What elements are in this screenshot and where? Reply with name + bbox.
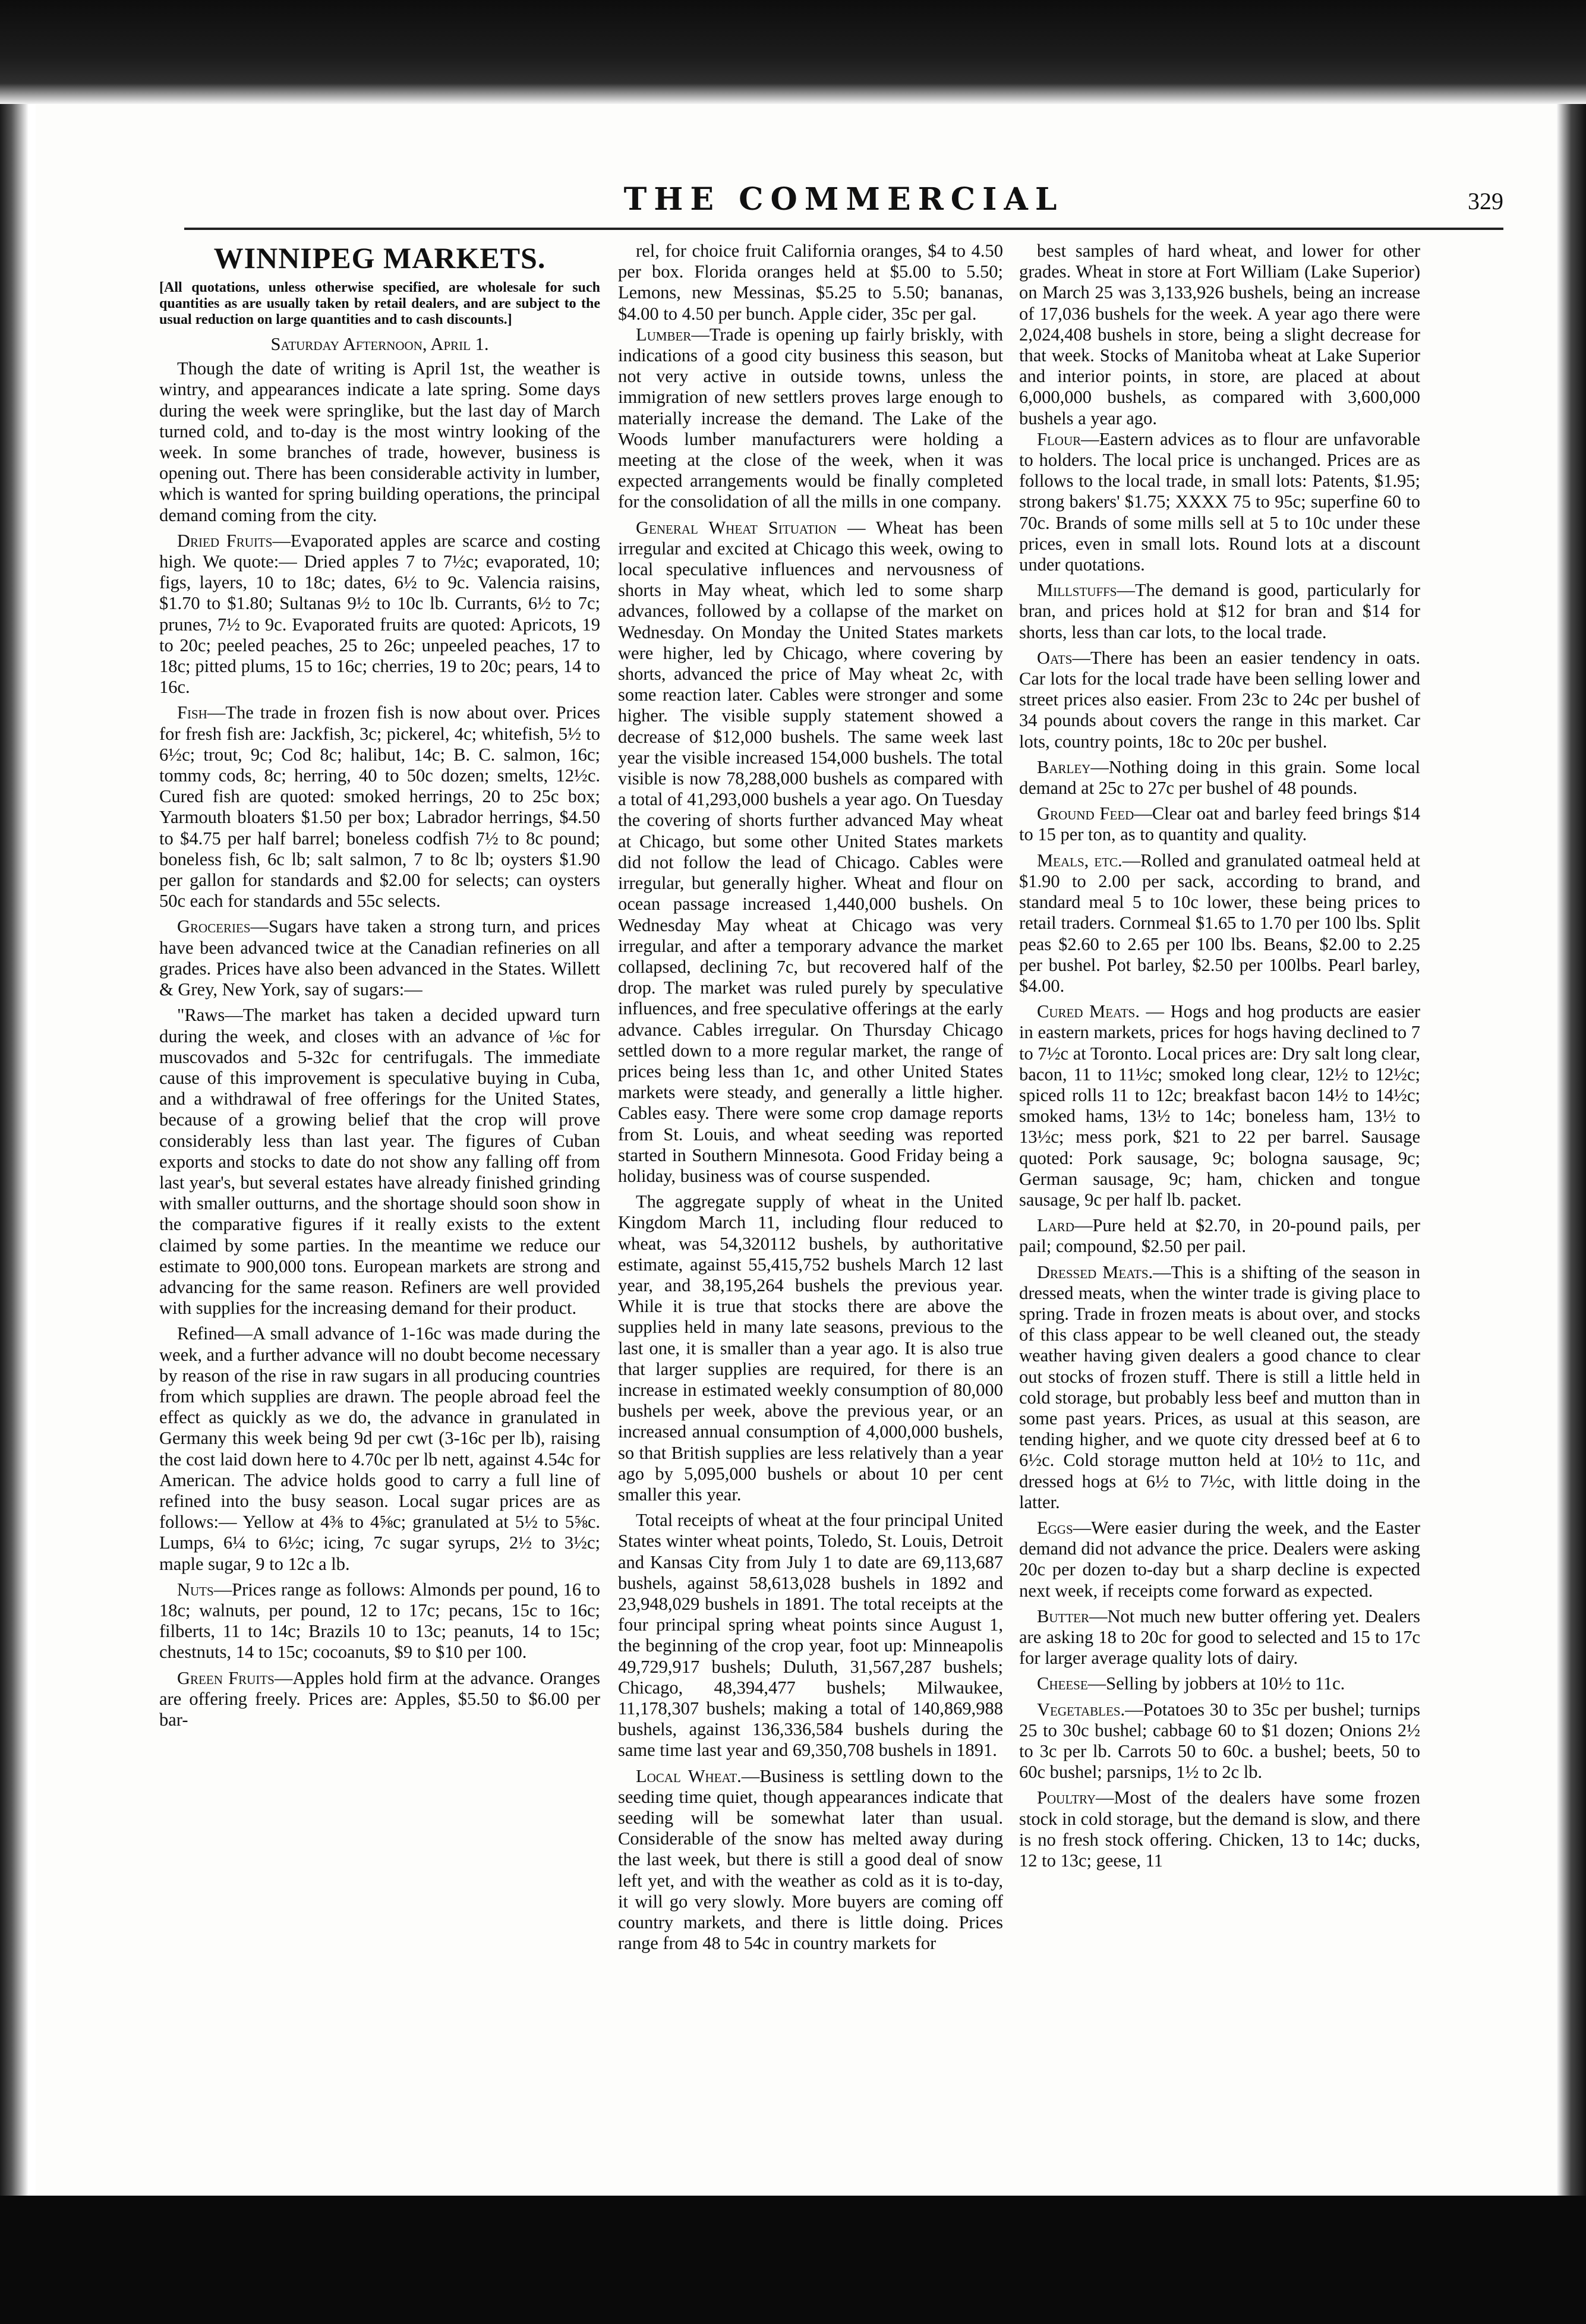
page-number: 329 [1468, 188, 1503, 215]
paragraph-text: — Wheat has been irregular and excited at Chicago this week, owing to local speculative influences and nervousness of shorts in May wheat, which led to some sharp advances, followed by a collapse of the market on Wednesday. On Monday the United States markets were higher, led by Chicago, where covering by shorts, advanced the price of May wheat 2c, with some reaction later. Cables were stronger and some higher. The visible supply statement showed a decrease of $12,000 bushels. The same week last year the visible increased 154,000 bushels. The total visible is now 78,288,000 bushels as compared with a total of 41,293,000 bushels a year ago. On Tuesday the covering of shorts further advanced May wheat at Chicago, but some other United States markets did not follow the lead of Chicago. Cables were irregular, but generally higher. Wheat and flour on ocean passage increased 1,440,000 bushels. On Wednesday May wheat at Chicago was very irregular, and after a temporary advance the market collapsed, declining 7c, but recovered half of the drop. The market was ruled purely by speculative influences, and free speculative offerings at the early advance. Cables irregular. On Thursday Chicago settled down to a more regular market, the range of prices being less than 1c, and other United States markets were steady, and generally a little higher. Cables easy. There were some crop damage reports from St. Louis, and wheat seeding was reported started in Southern Minnesota. Good Friday being a holiday, business was of course suspended. [618, 517, 1003, 1186]
paragraph [618, 518, 1003, 1187]
paragraph-heading: Ground Feed [1037, 803, 1134, 824]
paragraph [1019, 1673, 1420, 1694]
paragraph-heading: Flour [1037, 428, 1081, 449]
paragraph-heading: Eggs [1037, 1517, 1073, 1538]
paragraph-text: —Pure held at $2.70, in 20-pound pails, per pail; compound, $2.50 per pail. [1019, 1215, 1420, 1257]
paragraph-heading: Fish [177, 702, 207, 723]
paragraph-heading: Poultry [1037, 1787, 1096, 1808]
paragraph-text: —Prices range as follows: Almonds per pound, 16 to 18c; walnuts, per pound, 12 to 17c; pecans, 15c to 16c; filberts, 11 to 14c; Brazils 10 to 13c; peanuts, 14 to 15c; chestnuts, 14 to 15c; cocoanuts, $9 to $10 per 100. [159, 1579, 600, 1663]
header-rule [184, 228, 1503, 230]
scan-top-border [0, 0, 1586, 104]
paragraph [1019, 757, 1420, 799]
paragraph [159, 916, 600, 1000]
article-body [618, 241, 1003, 1954]
paragraph [618, 1510, 1003, 1761]
paragraph [1019, 1262, 1420, 1513]
paragraph-text: —The trade in frozen fish is now about over. Prices for fresh fish are: Jackfish, 3c; pickerel, 4c; whitefish, 5½ to 6½c; trout, 9c; Cod 8c; halibut, 14c; B. C. salmon, 16c; tommy cods, 8c; herring, 40 to 50c dozen; smelts, 12½c. Cured fish are quoted: smoked herrings, 20 to 25c box; Yarmouth bloaters $1.50 per box; Labrador herrings, $4.50 to $4.75 per half barrel; boneless codfish 7½ to 8c pound; boneless fish, 6c lb; salt salmon, 7 to 8c lb; oysters $1.90 per gallon for standards and $2.00 for selects; can oysters 50c each for standards and 55c selects. [159, 702, 600, 912]
column-3 [1019, 241, 1420, 2178]
paragraph-text: .—Business is settling down to the seeding time quiet, though appearances indicate that seeding will be somewhat later than usual. Considerable of the snow has melted away during the last week, but there is still a good deal of snow left yet, and with the weather as cold as it is to-day, it will go very slowly. More buyers are coming off country markets, and there is little doing. Prices range from 48 to 54c in country markets for [618, 1765, 1003, 1954]
paragraph-heading: Barley [1037, 756, 1091, 777]
paragraph [159, 1005, 600, 1319]
paragraph [1019, 429, 1420, 575]
paragraph-heading: Vegetables [1037, 1699, 1121, 1720]
paragraph [618, 1191, 1003, 1505]
paragraph-text: —Sugars have taken a strong turn, and prices have been advanced twice at the Canadian refineries on all grades. Prices have also been advanced in the States. Willett & Grey, New York, say of sugars:— [159, 916, 600, 1000]
scan-right-edge [1556, 104, 1586, 2196]
scan-left-edge [0, 104, 29, 2196]
paragraph [1019, 850, 1420, 997]
masthead: THE COMMERCIAL [623, 181, 1064, 217]
paragraph-text: —Rolled and granulated oatmeal held at $1.90 to 2.00 per sack, according to brand, and standard meal 5 to 10c lower, these being prices to retail traders. Cornmeal $1.65 to 1.70 per 100 lbs. Split peas $2.60 to 2.65 per 100 lbs. Beans, $2.00 to 2.25 per bushel. Pot barley, $2.50 per 100lbs. Pearl barley, $4.00. [1019, 850, 1420, 996]
paragraph-heading: Local Wheat [636, 1765, 737, 1786]
paragraph-heading: Cheese [1037, 1673, 1088, 1694]
paragraph [159, 1323, 600, 1574]
dateline: Saturday Afternoon, April 1. [270, 334, 489, 354]
paragraph [159, 358, 600, 526]
paragraph-text: rel, for choice fruit California oranges, $4 to 4.50 per box. Florida oranges held at $5.00 to 5.50; Lemons, new Messinas, $5.25 to 5.50; bananas, $4.00 to 4.50 per bunch. Apple cider, 35c per gal. [618, 241, 1003, 324]
paragraph-text: —Most of the dealers have some frozen stock in cold storage, but the demand is slow, and there is no fresh stock offering. Chicken, 13 to 14c; ducks, 12 to 13c; geese, 11 [1019, 1787, 1420, 1871]
paragraph-heading: Dried Fruits [177, 530, 273, 551]
paragraph-heading: Dressed Meats [1037, 1262, 1149, 1282]
paragraph-text: .—Potatoes 30 to 35c per bushel; turnips 25 to 30c bushel; cabbage 60 to $1 dozen; Onions 2½ to 3c per lb. Carrots 50 to 60c. a bushel; beets, 50 to 60c bushel; parsnips, 1½ to 2c lb. [1019, 1699, 1420, 1783]
paragraph-heading: Butter [1037, 1606, 1089, 1626]
paragraph [1019, 1215, 1420, 1257]
paragraph-text: best samples of hard wheat, and lower for other grades. Wheat in store at Fort William (Lake Superior) on March 25 was 3,133,926 bushels, being an increase of 17,036 bushels for the week. A year ago there were 2,024,408 bushels in store, being a slight decrease for that week. Stocks of Manitoba wheat at Lake Superior and interior points, in store, are placed at about 6,000,000 bushels, as compared with 3,600,000 bushels a year ago. [1019, 241, 1420, 428]
paragraph [1019, 648, 1420, 752]
paragraph-heading: Millstuffs [1037, 580, 1117, 601]
paragraph [1019, 803, 1420, 845]
paragraph-text: —The demand is good, particularly for bran, and prices hold at $12 for bran and $14 for shorts, less than car lots, to the local trade. [1019, 580, 1420, 642]
paragraph [1019, 241, 1420, 429]
paragraph-text: —There has been an easier tendency in oats. Car lots for the local trade have been selling lower and street prices also easier. From 23c to 24c per bushel of 34 pounds about covers the range in this market. Car lots, country points, 18c to 20c per bushel. [1019, 647, 1420, 752]
paragraph-heading: Groceries [177, 916, 251, 937]
paragraph-text: —Not much new butter offering yet. Dealers are asking 18 to 20c for good to selected and 15 to 17c for larger average quality lots of dairy. [1019, 1606, 1420, 1669]
paragraph-text: —Trade is opening up fairly briskly, with indications of a good city business this season, but not very active in outside towns, unless the immigration of new settlers proves large enough to materially increase the demand. The Lake of the Woods lumber manufacturers were holding a meeting at the close of the week, when it was expected arrangements would be finally completed for the consolidation of all the mills in one company. [618, 324, 1003, 512]
paragraph-text: . — Hogs and hog products are easier in eastern markets, prices for hogs having declined to 7 to 7½c at Toronto. Local prices are: Dry salt long clear, bacon, 11 to 11½c; smoked long clear, 12½ to 12½c; spiced rolls 11 to 12c; breakfast bacon 14½ to 14½c; smoked hams, 13½ to 14c; boneless ham, 13½ to 13½c; mess pork, $21 to 22 per barrel. Sausage quoted: Pork sausage, 9c; bologna sausage, 9c; German sausage, 9c; ham, chicken and tongue sausage, 9c per half lb. packet. [1019, 1001, 1420, 1210]
section-title: WINNIPEG MARKETS. [213, 241, 546, 275]
paragraph [618, 324, 1003, 513]
paragraph [1019, 1699, 1420, 1783]
paragraph [618, 241, 1003, 324]
article-body [1019, 241, 1420, 1871]
scan-bottom-border [0, 2196, 1586, 2324]
page-header [184, 181, 1503, 229]
paragraph-heading: Lumber [636, 324, 692, 345]
paragraph [1019, 1606, 1420, 1669]
paragraph-heading: Green Fruits [177, 1667, 275, 1688]
article-body [159, 358, 600, 1730]
paragraph-text: Refined—A small advance of 1-16c was made during the week, and a further advance will no doubt become necessary by reason of the rise in raw sugars in all producing countries from which supplies are drawn. The people abroad feel the effect as quickly as we do, the advance in granulated in Germany this week being 9d per cwt (3-16c per lb), raising the cost laid down here to 4.70c per lb nett, against 4.54c for American. The advice holds good to carry a full line of refined into the busy season. Local sugar prices are as follows:— Yellow at 4⅜ to 4⅝c; granulated at 5½ to 5⅝c. Lumps, 6¼ to 6½c; icing, 7c sugar syrups, 2½ to 3½c; maple sugar, 9 to 12c a lb. [159, 1323, 600, 1574]
paragraph-text: —Evaporated apples are scarce and costing high. We quote:— Dried apples 7 to 7½c; evaporated, 10; figs, layers, 10 to 18c; dates, 6½ to 9c. Valencia raisins, $1.70 to $1.80; Sultanas 9½ to 10c lb. Currants, 6½ to 7c; prunes, 7½ to 9c. Evaporated fruits are quoted: Apricots, 19 to 20c; peeled peaches, 25 to 26c; unpeeled peaches, 17 to 18c; pitted plums, 15 to 16c; cherries, 19 to 20c; pears, 14 to 16c. [159, 530, 600, 698]
paragraph-text: Total receipts of wheat at the four principal United States winter wheat points, Toledo, St. Louis, Detroit and Kansas City from July 1 to date are 69,113,687 bushels, against 58,613,028 bushels in 1892 and 23,948,029 bushels in 1891. The total receipts at the four principal spring wheat points since August 1, the beginning of the crop year, foot up: Minneapolis 49,729,917 bushels; Duluth, 31,567,287 bushels; Chicago, 48,394,477 bushels; Milwaukee, 11,178,307 bushels; making a total of 140,869,988 bushels, against 136,336,584 bushels during the same time last year and 69,350,708 bushels in 1891. [618, 1510, 1003, 1761]
paragraph-heading: Cured Meats [1037, 1001, 1136, 1022]
paragraph-heading: Lard [1037, 1215, 1074, 1236]
column-1 [159, 241, 600, 2178]
paragraph [1019, 1518, 1420, 1601]
paragraph-heading: General Wheat Situation [636, 517, 837, 538]
column-2 [618, 241, 1003, 2178]
paragraph [1019, 1787, 1420, 1871]
paragraph [159, 1668, 600, 1731]
paragraph [159, 1579, 600, 1663]
paragraph-text: —Apples hold firm at the advance. Oranges are offering freely. Prices are: Apples, $5.50 to $6.00 per bar- [159, 1667, 600, 1730]
paragraph [159, 702, 600, 912]
paragraph-text: Though the date of writing is April 1st, the weather is wintry, and appearances indicate a late spring. Some days during the week were springlike, but the last day of March turned cold, and to-day is the most wintry looking of the week. In some branches of trade, however, business is opening out. There has been considerable activity in lumber, which is wanted for spring building operations, the principal demand coming from the city. [159, 358, 600, 525]
paragraph-text: —Nothing doing in this grain. Some local demand at 25c to 27c per bushel of 48 pounds. [1019, 756, 1420, 799]
paragraph [1019, 580, 1420, 643]
paragraph-text: —Eastern advices as to flour are unfavorable to holders. The local price is unchanged. Prices are as follows to the local trade, in small lots: Patents, $1.95; strong bakers' $1.75; XXXX 75 to 95c; superfine 60 to 70c. Brands of some mills sell at 5 to 10c under these prices, even in small lots. Round lots at a discount under quotations. [1019, 428, 1420, 575]
paragraph-text: —Were easier during the week, and the Easter demand did not advance the price. Dealers were asking 20c per dozen to-day but a sharp decline is expected next week, if receipts come forward as expected. [1019, 1517, 1420, 1601]
paragraph-text: "Raws—The market has taken a decided upward turn during the week, and closes with an advance of ⅛c for muscovados and 5-32c for centrifugals. The immediate cause of this improvement is speculative buying in Cuba, and a withdrawal of free offerings for the United States, because of a growing belief that the crop will prove considerably less than last year. The figures of Cuban exports and stocks to date do not show any falling off from last year's, but several estates have already finished grinding with smaller outturns, and the shortage should soon show in the comparative figures if it really exists to the extent claimed by some parties. In the meantime we reduce our estimate to 900,000 tons. European markets are strong and advancing for the same reason. Refiners are well provided with supplies for the increasing demand for their product. [159, 1005, 600, 1319]
paragraph [159, 531, 600, 698]
paragraph-text: The aggregate supply of wheat in the United Kingdom March 11, including flour reduced to wheat, was 54,320112 bushels, by authoritative estimate, against 55,415,752 bushels March 12 last year, and 38,195,264 bushels the previous year. While it is true that stocks there are above the supplies held in many late seasons, previous to the last one, it is smaller than a year ago. It is also true that larger supplies are required, for there is an increase in estimated weekly consumption of 80,000 bushels per week, above the previous year, or an increased annual consumption of 4,000,000 bushels, so that British supplies are less relatively than a year ago by 5,095,000 bushels or about 10 per cent smaller this year. [618, 1191, 1003, 1505]
paragraph-text: —Clear oat and barley feed brings $14 to 15 per ton, as to quantity and quality. [1019, 803, 1420, 845]
quotation-note: [All quotations, unless otherwise specified, are wholesale for such quantities as are usually taken by retail dealers, and are subject to the usual reduction on large quantities and to cash discounts.] [159, 280, 600, 327]
paragraph-text: .—This is a shifting of the season in dressed meats, when the winter trade is giving place to spring. Trade in frozen meats is about over, and stocks of this class appear to be well cleaned out, the steady weather having given dealers a good chance to clear out stocks of frozen stuff. There is still a little held in cold storage, but probably less beef and mutton than in some past years. Prices, as usual at this season, are tending higher, and we quote city dressed beef at 6 to 6½c. Cold storage mutton held at 10½ to 11c, and dressed hogs at 6½ to 7½c, with little doing in the latter. [1019, 1262, 1420, 1512]
paragraph-heading: Nuts [177, 1579, 214, 1600]
paragraph [618, 1766, 1003, 1954]
paragraph [1019, 1001, 1420, 1210]
paragraph-text: —Selling by jobbers at 10½ to 11c. [1087, 1673, 1345, 1694]
paragraph-heading: Oats [1037, 647, 1073, 668]
paragraph-heading: Meals, etc. [1037, 850, 1123, 871]
